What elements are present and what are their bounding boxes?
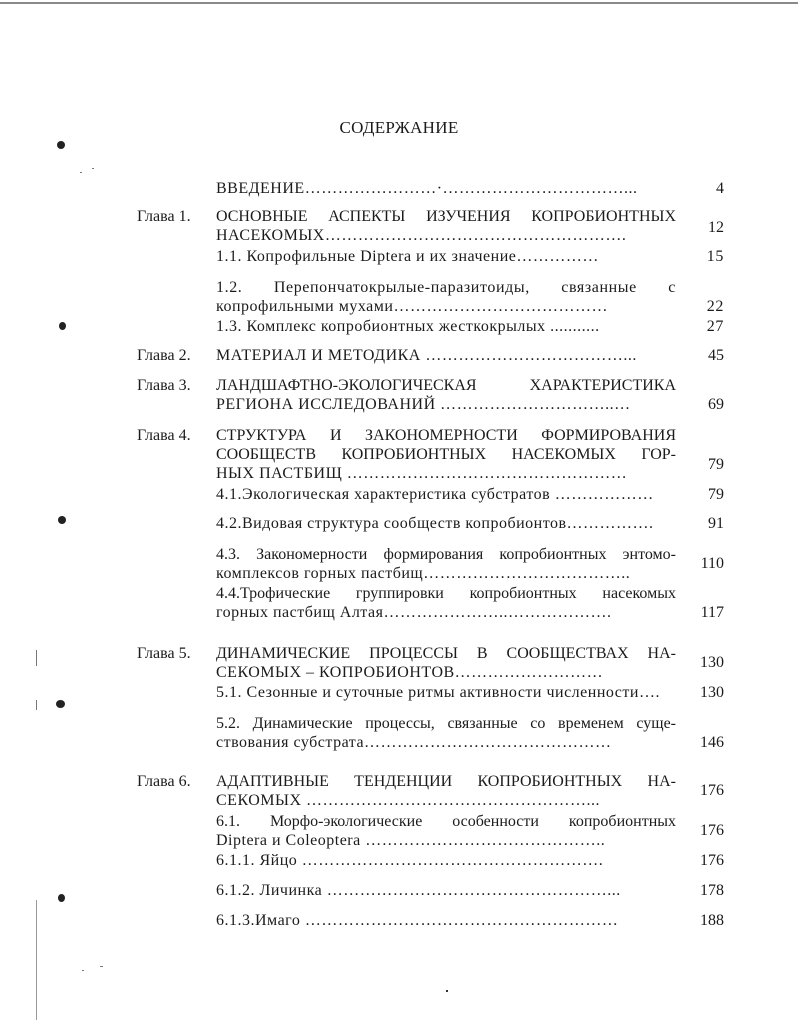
toc-entry-text bbox=[216, 714, 676, 752]
toc-entry-line: 5.2. Динамические процессы, связанные со временем суще- bbox=[216, 715, 676, 732]
toc-entry-text bbox=[216, 881, 676, 900]
toc-page-number: 176 bbox=[700, 852, 724, 869]
scan-speck bbox=[36, 900, 37, 1020]
chapter-label: Глава 4. bbox=[137, 427, 191, 444]
toc-page-number: 69 bbox=[708, 396, 724, 413]
toc-entry-line: ВВЕДЕНИЕ……………………·……………………………... bbox=[216, 180, 638, 197]
toc-page-number: 110 bbox=[700, 555, 724, 572]
toc-entry-text bbox=[216, 911, 676, 930]
toc-entry-line: комплексов горных пастбищ……………………………….. bbox=[216, 565, 631, 582]
toc-entry-text bbox=[216, 545, 676, 583]
toc-entry-line: ОСНОВНЫЕ АСПЕКТЫ ИЗУЧЕНИЯ КОПРОБИОНТНЫХ bbox=[216, 208, 676, 225]
scan-speck bbox=[92, 168, 94, 169]
toc-entry-text bbox=[216, 851, 676, 870]
scan-speck bbox=[36, 700, 37, 710]
toc-entry-line: 1.2. Перепончатокрылые-паразитоиды, связанные с bbox=[216, 279, 676, 296]
toc-entry-line: 4.1.Экологическая характеристика субстратов ……………… bbox=[216, 486, 654, 503]
toc-page-number: 178 bbox=[700, 882, 724, 899]
toc-entry-text bbox=[216, 584, 676, 622]
toc-entry-text bbox=[216, 426, 676, 483]
toc-page-number: 27 bbox=[706, 318, 724, 335]
toc-page-number: 22 bbox=[706, 298, 724, 315]
scan-speck bbox=[80, 172, 82, 173]
scan-speck bbox=[82, 970, 84, 971]
toc-entry-line: 5.1. Сезонные и суточные ритмы активности численности…. bbox=[216, 684, 660, 701]
toc-page-number: 4 bbox=[716, 180, 724, 197]
toc-entry-line: 4.3. Закономерности формирования копробионтных энтомо- bbox=[216, 546, 676, 563]
scan-speck bbox=[36, 650, 37, 666]
page-title: СОДЕРЖАНИЕ bbox=[339, 118, 459, 137]
toc-page-number: 188 bbox=[700, 912, 724, 929]
chapter-label: Глава 3. bbox=[137, 377, 191, 394]
toc-entry-line: 1.1. Копрофильные Diptera и их значение…………… bbox=[216, 248, 599, 265]
toc-entry-line: ствования субстрата……………………………………… bbox=[216, 734, 612, 751]
toc-entry-text bbox=[216, 278, 676, 316]
toc-page-number: 117 bbox=[700, 604, 724, 621]
toc-entry-line: СЕКОМЫХ ……………………………………………... bbox=[216, 792, 601, 809]
toc-page-number: 15 bbox=[706, 248, 724, 265]
toc-entry-text bbox=[216, 207, 676, 245]
toc-entry-line: ДИНАМИЧЕСКИЕ ПРОЦЕССЫ В СООБЩЕСТВАХ НА- bbox=[216, 645, 676, 662]
toc-page-number: 146 bbox=[700, 734, 724, 751]
toc-page-number: 176 bbox=[700, 822, 724, 839]
toc-page-number: 91 bbox=[708, 515, 724, 532]
toc-entry-line: НАСЕКОМЫХ………………………………………………. bbox=[216, 227, 627, 244]
toc-entry-line: ЛАНДШАФТНО-ЭКОЛОГИЧЕСКАЯ ХАРАКТЕРИСТИКА bbox=[216, 377, 676, 394]
toc-entry-line: АДАПТИВНЫЕ ТЕНДЕНЦИИ КОПРОБИОНТНЫХ НА- bbox=[216, 773, 676, 790]
chapter-label: Глава 1. bbox=[137, 208, 191, 225]
toc-entry-line: СТРУКТУРА И ЗАКОНОМЕРНОСТИ ФОРМИРОВАНИЯ bbox=[216, 427, 676, 444]
toc-entry-line: МАТЕРИАЛ И МЕТОДИКА ………………………………... bbox=[216, 347, 637, 364]
toc-entry-line: СООБЩЕСТВ КОПРОБИОНТНЫХ НАСЕКОМЫХ ГОР- bbox=[216, 446, 676, 463]
toc-entry-line: РЕГИОНА ИССЛЕДОВАНИЙ …………………………..… bbox=[216, 396, 631, 413]
binding-hole-mark bbox=[58, 516, 66, 524]
toc-entry-line: 1.3. Комплекс копробионтных жесткокрылых ........... bbox=[216, 318, 600, 335]
toc-page-number: 176 bbox=[700, 782, 724, 799]
toc-entry-text bbox=[216, 485, 676, 504]
toc-entry-line: СЕКОМЫХ – КОПРОБИОНТОВ……………………… bbox=[216, 664, 604, 681]
toc-entry-text bbox=[216, 772, 676, 810]
toc-entry-line: Diptera и Coleoptera …………………………………….. bbox=[216, 832, 606, 849]
toc-entry-text bbox=[216, 644, 676, 682]
binding-hole-mark bbox=[56, 700, 65, 708]
toc-entry-line: 6.1.2. Личинка ……………………………………………... bbox=[216, 882, 621, 899]
toc-entry-text bbox=[216, 247, 676, 266]
toc-entry-text bbox=[216, 376, 676, 414]
toc-entry-line: 6.1.1. Яйцо ………………………………………………. bbox=[216, 852, 604, 869]
toc-entry-line: горных пастбищ Алтая…………………..………………. bbox=[216, 604, 612, 621]
toc-entry-line: 6.1. Морфо-экологические особенности копробионтных bbox=[216, 813, 676, 830]
toc-entry-text bbox=[216, 179, 676, 198]
toc-page-number: 12 bbox=[708, 219, 724, 236]
toc-entry-line: 4.4.Трофические группировки копробионтных насекомых bbox=[216, 585, 676, 602]
toc-entry-line: 6.1.3.Имаго ………………………………………………… bbox=[216, 912, 619, 929]
toc-entry-line: копрофильными мухами………………………………… bbox=[216, 298, 608, 315]
toc-entry-text bbox=[216, 514, 676, 533]
toc-page-number: 130 bbox=[700, 654, 724, 671]
toc-entry-text bbox=[216, 317, 676, 336]
binding-hole-mark bbox=[59, 322, 66, 330]
toc-entry-line: 4.2.Видовая структура сообществ копробионтов……………. bbox=[216, 515, 654, 532]
chapter-label: Глава 6. bbox=[137, 773, 191, 790]
toc-page-number: 79 bbox=[708, 486, 724, 503]
chapter-label: Глава 5. bbox=[137, 645, 191, 662]
binding-hole-mark bbox=[58, 894, 65, 902]
scan-speck bbox=[446, 990, 448, 992]
toc-page-number: 79 bbox=[708, 456, 724, 473]
toc-entry-text bbox=[216, 683, 676, 702]
scan-speck bbox=[100, 966, 103, 967]
binding-hole-mark bbox=[57, 141, 65, 149]
toc-entry-text bbox=[216, 346, 676, 365]
toc-page-number: 45 bbox=[708, 347, 724, 364]
toc-entry-text bbox=[216, 812, 676, 850]
toc-entry-line: НЫХ ПАСТБИЩ …………………………………………… bbox=[216, 465, 628, 482]
toc-page-number: 130 bbox=[700, 684, 724, 701]
chapter-label: Глава 2. bbox=[137, 347, 191, 364]
